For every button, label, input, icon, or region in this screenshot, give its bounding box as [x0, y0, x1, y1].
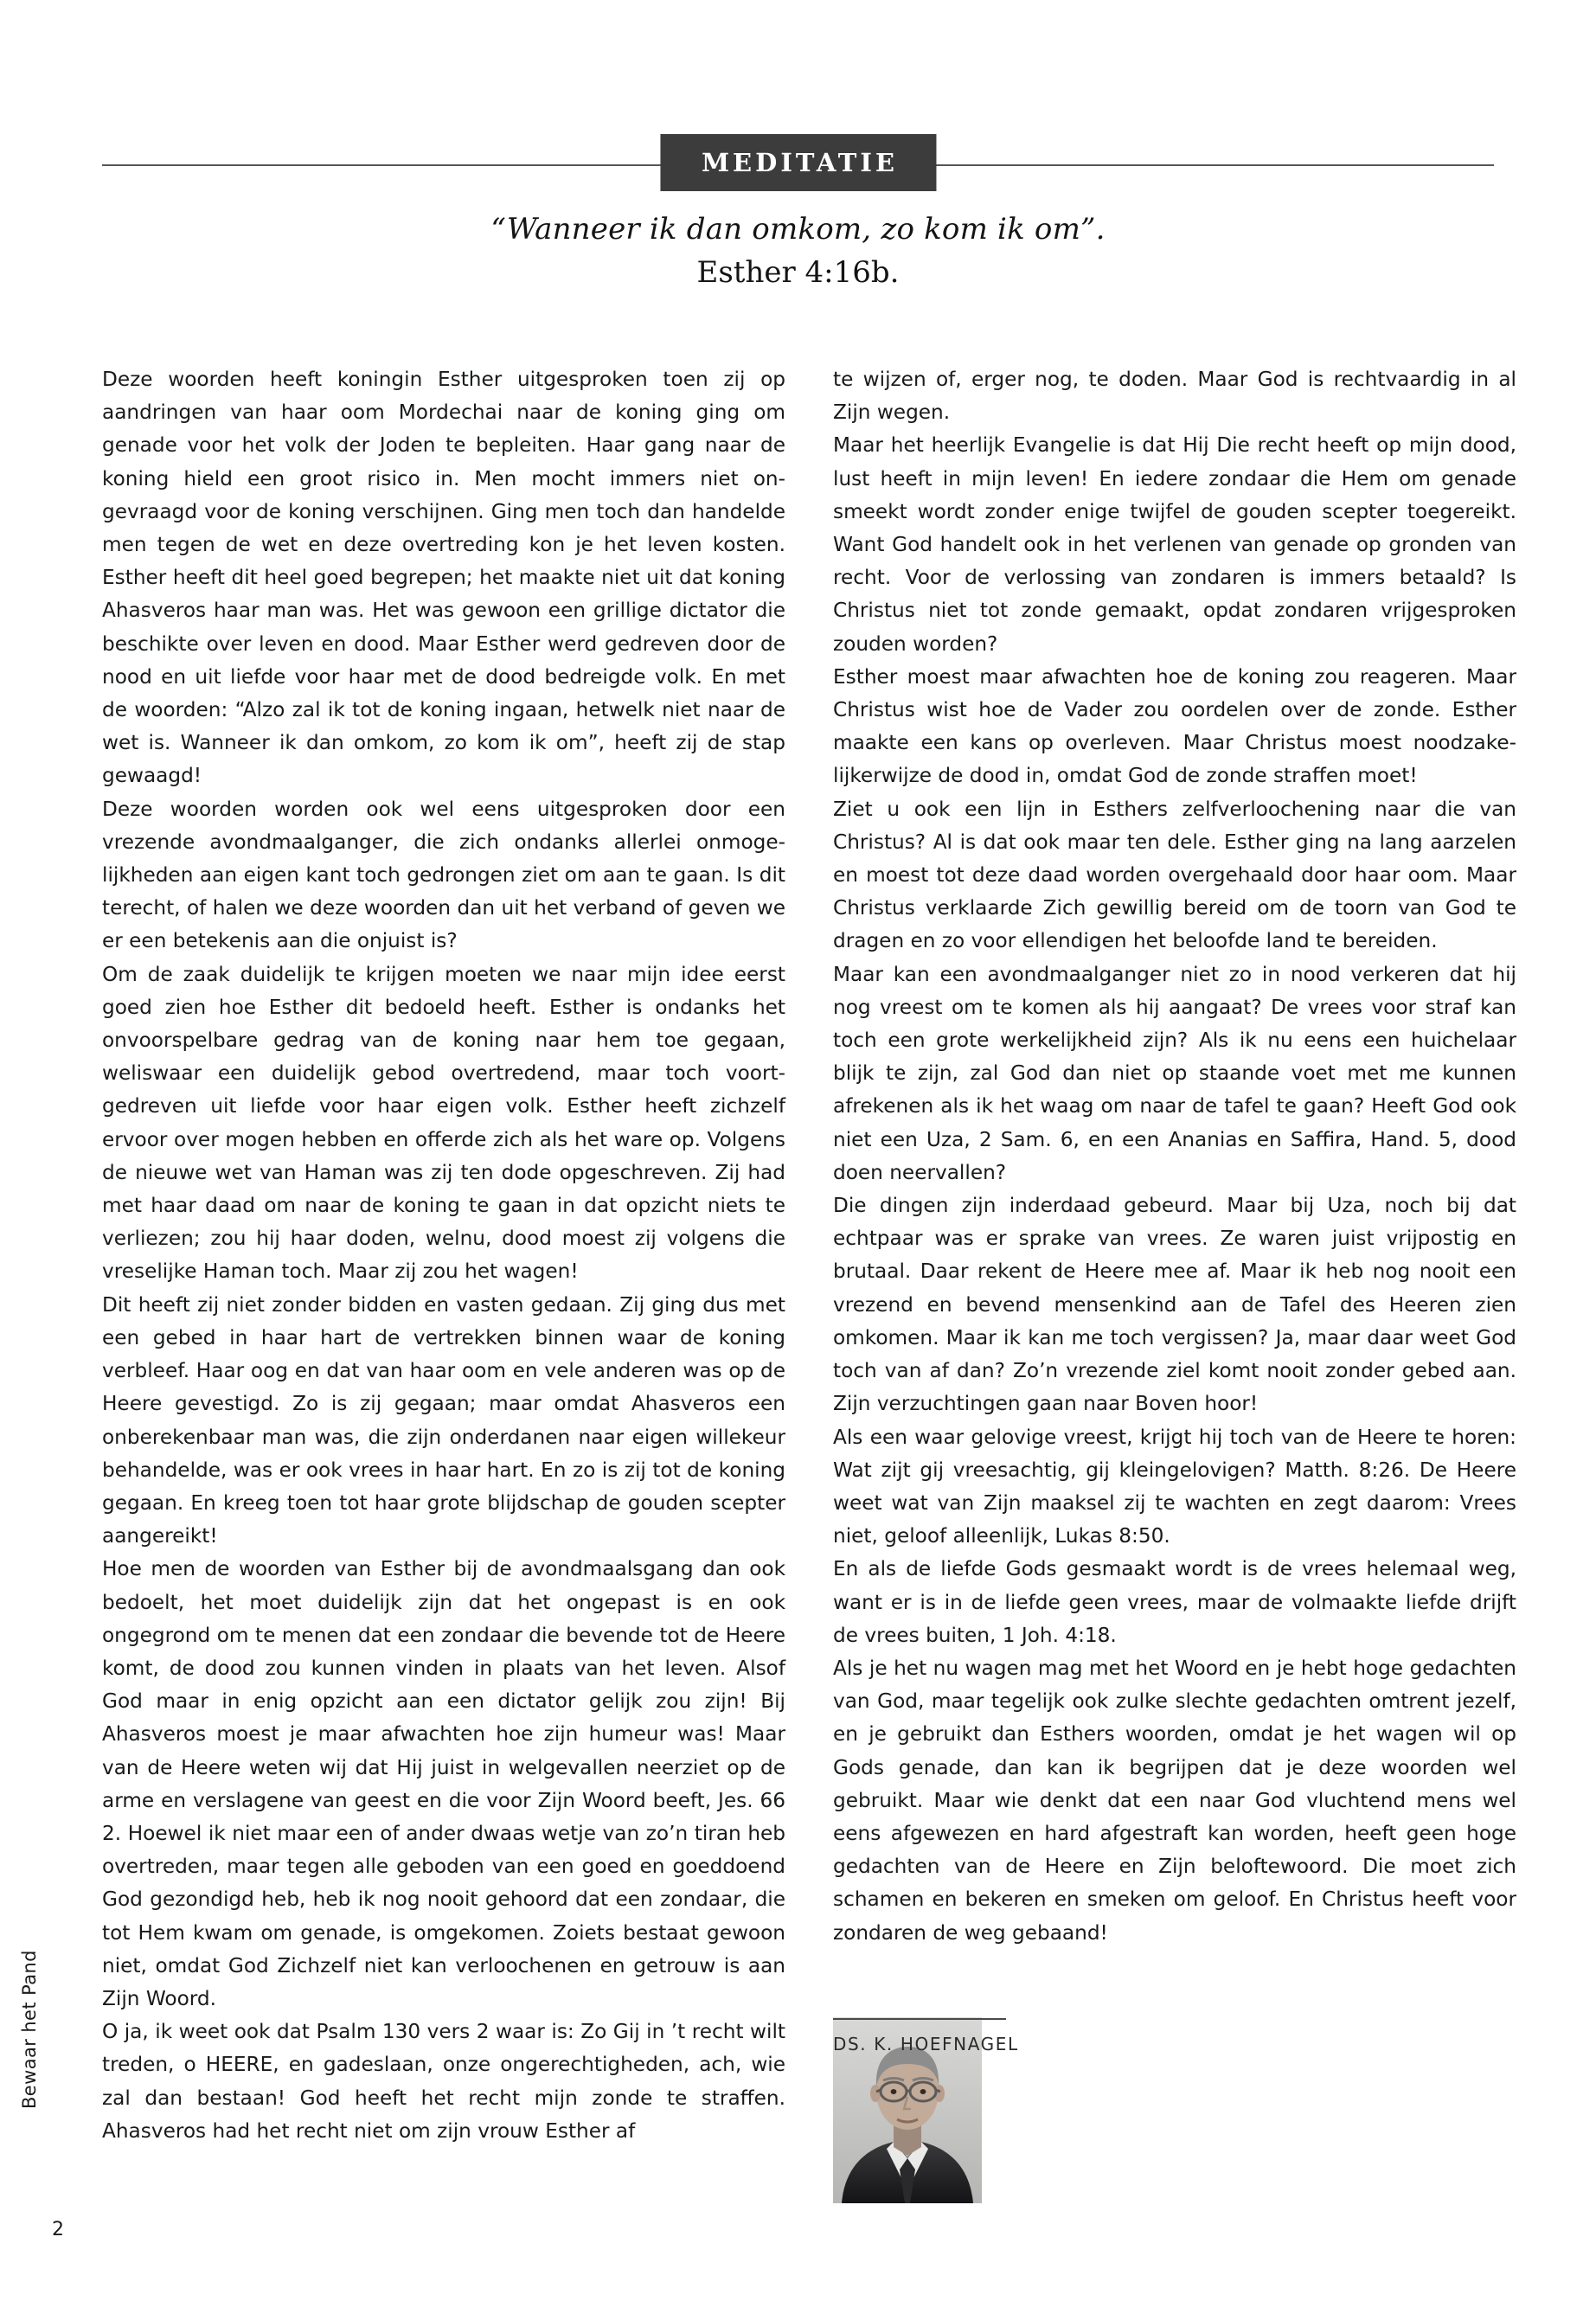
paragraph: Ziet u ook een lijn in Esthers zelfverloochening naar die van Christus? Al is dat ook maar ten dele. Esther ging na lang aarzelen en moest tot deze daad worden overgehaald door haar oom. Maar Christus verklaarde Zich gewillig bereid om de toorn van God te dragen en zo voor ellendigen het beloofde land te bereiden.	[833, 797, 1516, 953]
meditatie-header	[102, 134, 1494, 195]
author-credit	[833, 2018, 1266, 2054]
paragraph: Deze woorden worden ook wel eens uitgesproken door een vrezende avondmaalganger, die zich ondanks allerlei onmogelijkheden aan eigen kant toch gedrongen ziet om aan te gaan. Is dit terecht, of halen we deze woorden dan uit het verband of geven we er een betekenis aan die onjuist is?	[102, 797, 785, 953]
paragraph: Die dingen zijn inderdaad gebeurd. Maar bij Uza, noch bij dat echtpaar was er sprake van vrees. Ze waren juist vrijpostig en brutaal. Daar rekent de Heere mee af. Maar ik heb nog nooit een vrezend en bevend mensenkind aan de Tafel des Heeren zien omkomen. Maar ik kan me toch vergissen? Ja, maar daar weet God toch van af dan? Zo’n vrezende ziel komt nooit zonder gebed aan. Zijn verzuchtingen gaan naar Boven hoor!	[833, 1194, 1516, 1416]
article-body	[102, 363, 1516, 2180]
verse-reference: Esther 4:16b.	[696, 255, 900, 290]
column-right	[833, 363, 1516, 1950]
author-divider	[833, 2018, 1006, 2020]
author-name: DS. K. HOEFNAGEL	[833, 2034, 1019, 2054]
verse-block	[0, 212, 1596, 290]
paragraph: Esther moest maar afwachten hoe de koning zou reageren. Maar Christus wist hoe de Vader zou oordelen over de zonde. Esther maakte een kans op overleven. Maar Christus moest noodzakelijkerwijze de dood in, omdat God de zonde straffen moet!	[833, 664, 1516, 788]
page-number: 2	[52, 2219, 64, 2240]
paragraph: Om de zaak duidelijk te krijgen moeten we naar mijn idee eerst goed zien hoe Esther dit bedoeld heeft. Esther is ondanks het onvoorspelbare gedrag van de koning naar hem toe gegaan, weliswaar een duidelijk gebod overtredend, maar toch voortgedreven uit liefde voor haar eigen volk. Esther heeft zichzelf ervoor over mogen hebben en offerde zich als het ware op. Volgens de nieuwe wet van Haman was zij ten dode opgeschreven. Zij had met haar daad om naar de koning te gaan in dat opzicht niets te verliezen; zou hij haar doden, welnu, dood moest zij volgens die vreselijke Haman toch. Maar zij zou het wagen!	[102, 962, 785, 1284]
section-badge: MEDITATIE	[660, 134, 936, 191]
paragraph: Maar het heerlijk Evangelie is dat Hij Die recht heeft op mijn dood, lust heeft in mijn leven! En iedere zondaar die Hem om genade smeekt wordt zonder enige twijfel de gouden scepter toegereikt. Want God handelt ook in het verlenen van genade op gronden van recht. Voor de verlossing van zondaren is immers betaald? Is Christus niet tot zonde gemaakt, opdat zondaren vrijgesproken zouden worden?	[833, 433, 1516, 656]
paragraph: Maar kan een avondmaalganger niet zo in nood verkeren dat hij nog vreest om te komen als hij aangaat? De vrees voor straf kan toch een grote werkelijkheid zijn? Als ik nu eens een huichelaar blijk te zijn, zal God dan niet op staande voet met me kunnen afrekenen als ik het waag om naar de tafel te gaan? Heeft God ook niet een Uza, 2 Sam. 6, en een Ananias en Saffira, Hand. 5, dood doen neervallen?	[833, 962, 1516, 1184]
paragraph: Hoe men de woorden van Esther bij de avondmaalsgang dan ook bedoelt, het moet duidelijk zijn dat het ongepast is en ook ongegrond om te menen dat een zondaar die bevende tot de Heere komt, de dood zou kunnen vinden in plaats van het leven. Alsof God maar in enig opzicht aan een dictator gelijk zou zijn! Bij Ahasveros moest je maar afwachten hoe zijn humeur was! Maar van de Heere weten wij dat Hij juist in welgevallen neerziet op de arme en verslagene van geest en die voor Zijn Woord beeft, Jes. 66 2. Hoewel ik niet maar een of ander dwaas wetje van zo’n tiran heb overtreden, maar tegen alle geboden van een goed en goeddoend God gezondigd heb, heb ik nog nooit gehoord dat een zondaar, die tot Hem kwam om genade, is omgekomen. Zoiets bestaat gewoon niet, omdat God Zichzelf niet kan verloochenen en getrouw is aan Zijn Woord.	[102, 1557, 785, 2010]
paragraph: Als je het nu wagen mag met het Woord en je hebt hoge gedachten van God, maar tegelijk ook zulke slechte gedachten omtrent jezelf, en je gebruikt dan Esthers woorden, omdat je het wagen wil op Gods genade, dan kan ik begrijpen dat je deze woorden wel gebruikt. Maar wie denkt dat een naar God vluchtend mens wel eens afgewezen en hard afgestraft kan worden, heeft geen hoge gedachten van de Heere en Zijn beloftewoord. Die moet zich schamen en bekeren en smeken om geloof. En Christus heeft voor zondaren de weg gebaand!	[833, 1656, 1516, 1945]
column-left	[102, 363, 785, 2148]
paragraph: Deze woorden heeft koningin Esther uitgesproken toen zij op aandringen van haar oom Mordechai naar de koning ging om genade voor het volk der Joden te bepleiten. Haar gang naar de koning hield een groot risico in. Men mocht immers niet ongevraagd voor de koning verschijnen. Ging men toch dan handelde men tegen de wet en deze overtreding kon je het leven kosten. Esther heeft dit heel goed begrepen; het maakte niet uit dat koning Ahasveros haar man was. Het was gewoon een grillige dictator die beschikte over leven en dood. Maar Esther werd gedreven door de nood en uit liefde voor haar met de dood bedreigde volk. En met de woorden: “Alzo zal ik tot de koning ingaan, hetwelk niet naar de wet is. Wanneer ik dan omkom, zo kom ik om”, heeft zij de stap gewaagd!	[102, 368, 785, 788]
paragraph: En als de liefde Gods gesmaakt wordt is de vrees helemaal weg, want er is in de liefde geen vrees, maar de volmaakte liefde drijft de vrees buiten, 1 Joh. 4:18.	[833, 1557, 1516, 1647]
paragraph: te wijzen of, erger nog, te doden. Maar God is rechtvaardig in al Zijn wegen.	[833, 368, 1516, 425]
publication-side-label: Bewaar het Pand	[19, 1950, 40, 2109]
paragraph: Dit heeft zij niet zonder bidden en vasten gedaan. Zij ging dus met een gebed in haar hart de vertrekken binnen waar de koning verbleef. Haar oog en dat van haar oom en vele anderen was op de Heere gevestigd. Zo is zij gegaan; maar omdat Ahasveros een onberekenbaar man was, die zijn onderdanen naar eigen willekeur behandelde, was er ook vrees in haar hart. En zo is zij tot de koning gegaan. En kreeg toen tot haar grote blijdschap de gouden scepter aangereikt!	[102, 1292, 785, 1548]
verse-quote: “Wanneer ik dan omkom, zo kom ik om”.	[490, 212, 1106, 247]
paragraph: O ja, ik weet ook dat Psalm 130 vers 2 waar is: Zo Gij in ’t recht wilt treden, o HEERE, en gadeslaan, onze ongerechtigheden, ach, wie zal dan bestaan! God heeft het recht mijn zonde te straffen. Ahasveros had het recht niet om zijn vrouw Esther af	[102, 2020, 785, 2143]
paragraph: Als een waar gelovige vreest, krijgt hij toch van de Heere te horen: Wat zijt gij vreesachtig, gij kleingelovigen? Matth. 8:26. De Heere weet wat van Zijn maaksel zij te wachten en zegt daarom: Vrees niet, geloof alleenlijk, Lukas 8:50.	[833, 1425, 1516, 1548]
